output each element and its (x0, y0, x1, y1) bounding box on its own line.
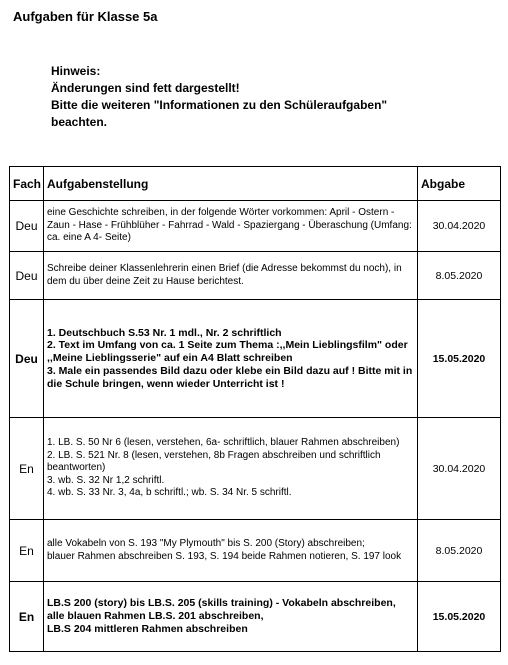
hint-line: Änderungen sind fett dargestellt! (51, 81, 240, 95)
task-line: 3. Male ein passendes Bild dazu oder klebe ein Bild dazu auf ! Bitte mit in die Schule bringen, wenn wieder Unterricht ist ! (47, 364, 413, 390)
hint-line: Bitte die weiteren "Informationen zu den Schüleraufgaben" (51, 98, 388, 112)
table-row (10, 582, 501, 652)
due-date-cell: 15.05.2020 (418, 582, 501, 652)
task-line: eine Geschichte schreiben, in der folgende Wörter vorkommen: April - Ostern - Zaun - Hase - Frühblüher - Fahrrad - Wald - Spaziergang - Überaschung (Umfang: ca. eine A 4- Seite) (47, 207, 412, 244)
subject-cell: En (10, 582, 44, 652)
task-line: LB.S 200 (story) bis LB.S. 205 (skills training) - Vokabeln abschreiben, (47, 597, 396, 610)
due-date-cell: 8.05.2020 (418, 520, 501, 582)
task-line: 2. Text im Umfang von ca. 1 Seite zum Thema :,,Mein Lieblingsfilm" oder ,,Meine Lieblingsserie" auf ein A4 Blatt schreiben (47, 339, 408, 365)
subject-cell: En (10, 418, 44, 520)
table-row (10, 418, 501, 520)
table-row (10, 252, 501, 300)
subject-cell: Deu (10, 201, 44, 252)
header-fach: Fach (10, 167, 44, 201)
task-line: 4. wb. S. 33 Nr. 3, 4a, b schriftl.; wb. S. 34 Nr. 5 schriftl. (47, 487, 292, 499)
task-line: blauer Rahmen abschreiben S. 193, S. 194 beide Rahmen notieren, S. 197 look (47, 550, 402, 562)
due-date-cell: 30.04.2020 (418, 201, 501, 252)
task-line: alle Vokabeln von S. 193 "My Plymouth" bis S. 200 (Story) abschreiben; (47, 538, 365, 549)
task-line: 2. LB. S. 521 Nr. 8 (lesen, verstehen, 8b Fragen abschreiben und schriftlich beantworten) (47, 449, 381, 474)
subject-cell: Deu (10, 300, 44, 418)
task-line: 1. LB. S. 50 Nr 6 (lesen, verstehen, 6a- schriftlich, blauer Rahmen abschreiben) (47, 437, 400, 449)
header-aufgabenstellung: Aufgabenstellung (44, 167, 418, 201)
task-line: Schreibe deiner Klassenlehrerin einen Brief (die Adresse bekommst du noch), in dem du über deine Zeit zu Hause berichtest. (47, 263, 402, 287)
subject-cell: Deu (10, 252, 44, 300)
task-cell (44, 520, 418, 582)
page-title: Aufgaben für Klasse 5a (13, 9, 158, 24)
task-cell (44, 582, 418, 652)
task-line: 3. wb. S. 32 Nr 1,2 schriftl. (47, 474, 165, 486)
due-date-cell: 15.05.2020 (418, 300, 501, 418)
assignments-table (9, 166, 501, 652)
table-header-row (10, 167, 501, 201)
due-date-cell: 30.04.2020 (418, 418, 501, 520)
subject-cell: En (10, 520, 44, 582)
header-abgabe: Abgabe (418, 167, 501, 201)
hint-heading: Hinweis: (51, 64, 101, 78)
task-line: 1. Deutschbuch S.53 Nr. 1 mdl., Nr. 2 schriftlich (47, 326, 282, 339)
hint-box (51, 63, 387, 131)
hint-line: beachten. (51, 115, 108, 129)
task-cell (44, 300, 418, 418)
task-line: LB.S 204 mittleren Rahmen abschreiben (47, 622, 248, 635)
table-row (10, 201, 501, 252)
task-cell (44, 201, 418, 252)
table-row (10, 520, 501, 582)
task-cell (44, 418, 418, 520)
due-date-cell: 8.05.2020 (418, 252, 501, 300)
table-row (10, 300, 501, 418)
task-cell (44, 252, 418, 300)
task-line: alle blauen Rahmen LB.S. 201 abschreiben, (47, 610, 264, 623)
